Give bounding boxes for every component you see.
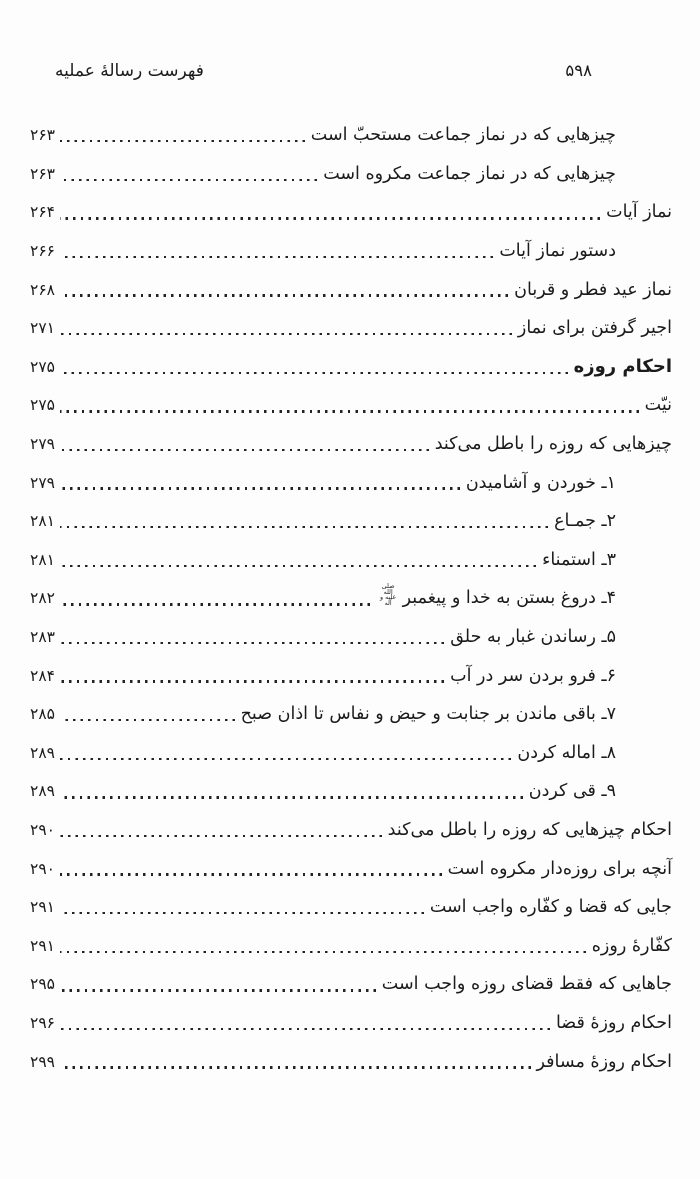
toc-entry-page: ۲۸۲ (30, 589, 55, 608)
dot-leader (60, 912, 424, 914)
dot-leader (60, 603, 370, 605)
toc-entry-title: چیزهایی که در نماز جماعت مستحبّ است (310, 125, 616, 146)
toc-entry (30, 849, 672, 888)
toc-entry (30, 270, 672, 309)
dot-leader (60, 1066, 531, 1068)
dot-leader (60, 565, 536, 567)
toc-entry (30, 926, 672, 965)
toc-entry (30, 656, 672, 695)
toc-entry (30, 309, 672, 348)
toc-entry-page: ۲۸۴ (30, 666, 55, 685)
dot-leader (60, 140, 305, 142)
toc-entry-page: ۲۸۹ (30, 743, 55, 762)
toc-entry (30, 618, 672, 657)
toc-entry (30, 155, 672, 194)
toc-entry-page: ۲۹۰ (30, 820, 55, 839)
toc-entry (30, 772, 672, 811)
toc-entry-page: ۲۶۸ (30, 280, 55, 299)
toc-entry-title: ۷ـ باقی ماندن بر جنابت و حیض و نفاس تا اذان صبح (240, 704, 616, 725)
toc-entry-title: جاهایی که فقط قضای روزه واجب است (381, 974, 672, 995)
dot-leader (60, 256, 493, 258)
toc-entry-title: چیزهایی که در نماز جماعت مکروه است (323, 163, 616, 184)
toc-entry-page: ۲۹۶ (30, 1013, 55, 1032)
dot-leader (60, 487, 460, 489)
toc-entry-title: ۱ـ خوردن و آشامیدن (465, 472, 616, 493)
toc-entry-title: احکام چیزهایی که روزه را باطل می‌کند (387, 819, 672, 840)
toc-entry-page: ۲۶۶ (30, 242, 55, 261)
toc-entry-page: ۲۶۳ (30, 126, 55, 145)
dot-leader (60, 835, 382, 837)
toc-entry-title: ۴ـ دروغ بستن به خدا و پیغمبرصلی الله علیه و آله (376, 584, 616, 612)
toc-entry (30, 579, 672, 618)
toc-entry-page: ۲۶۳ (30, 164, 55, 183)
toc-entry-title: نیّت (644, 395, 672, 416)
dot-leader (60, 680, 444, 682)
dot-leader (60, 449, 429, 451)
toc-entry-title: جایی که قضا و کفّاره واجب است (429, 897, 672, 918)
dot-leader (60, 758, 511, 760)
toc-entry-title: احکام روزهٔ مسافر (536, 1051, 672, 1072)
folio-number: ۵۹۸ (565, 61, 592, 80)
header-title: فهرست رسالهٔ عملیه (55, 61, 204, 81)
toc-entry-title: کفّارهٔ روزه (591, 935, 672, 956)
toc-entry-title: آنچه برای روزه‌دار مکروه است (447, 858, 672, 879)
toc-entry (30, 541, 672, 580)
toc-entry-page: ۲۷۵ (30, 357, 55, 376)
dot-leader (60, 873, 442, 875)
toc-entry (30, 232, 672, 271)
toc-entry-title: چیزهایی که روزه را باطل می‌کند (434, 434, 672, 455)
toc-entry-page: ۲۹۹ (30, 1052, 55, 1071)
toc-entry-page: ۲۷۹ (30, 435, 55, 454)
toc-entry (30, 193, 672, 232)
toc-entry-page: ۲۸۱ (30, 512, 55, 531)
dot-leader (60, 217, 600, 219)
toc-entry-title: ۶ـ فرو بردن سر در آب (450, 665, 616, 686)
toc-entry-page: ۲۹۱ (30, 936, 55, 955)
toc-entry (30, 734, 672, 773)
toc-entry (30, 463, 672, 502)
prophet-honorific-mark: صلی الله علیه و آله (380, 583, 397, 608)
dot-leader (60, 642, 444, 644)
dot-leader (60, 796, 523, 798)
dot-leader (60, 410, 639, 412)
toc-entry-title: احکام روزهٔ قضا (555, 1012, 672, 1033)
dot-leader (60, 179, 317, 181)
toc-entry (30, 502, 672, 541)
toc-entry-page: ۲۸۵ (30, 705, 55, 724)
toc-entry-page: ۲۹۱ (30, 898, 55, 917)
toc-entry-title: نماز آیات (606, 202, 672, 223)
toc-entry-title: دستور نماز آیات (499, 241, 616, 262)
toc-entry (30, 425, 672, 464)
toc-entry (30, 348, 672, 387)
toc-entry-page: ۲۹۵ (30, 975, 55, 994)
toc-entry-title: ۸ـ اماله کردن (517, 742, 616, 763)
toc-entry-page: ۲۸۳ (30, 628, 55, 647)
toc-entry (30, 811, 672, 850)
toc-entry (30, 1042, 672, 1081)
toc-entry-title: احکام روزه (573, 356, 672, 378)
toc-entry-page: ۲۹۰ (30, 859, 55, 878)
toc-entry-page: ۲۷۵ (30, 396, 55, 415)
dot-leader (60, 372, 568, 374)
toc-entry-page: ۲۶۴ (30, 203, 55, 222)
toc-entry (30, 695, 672, 734)
toc-list (0, 116, 700, 1081)
dot-leader (60, 719, 235, 721)
toc-entry-title: ۳ـ استمناء (542, 549, 616, 570)
toc-entry-title: ۵ـ رساندن غبار به حلق (450, 627, 616, 648)
toc-entry-title: اجیر گرفتن برای نماز (517, 318, 672, 339)
toc-entry-title: ۲ـ جمـاع (554, 511, 616, 532)
toc-entry (30, 116, 672, 155)
toc-entry-title: نماز عید فطر و قربان (514, 279, 672, 300)
dot-leader (60, 294, 508, 296)
toc-entry (30, 965, 672, 1004)
dot-leader (60, 951, 586, 953)
toc-entry-title: ۹ـ قی کردن (528, 781, 616, 802)
toc-entry-page: ۲۸۹ (30, 782, 55, 801)
toc-entry (30, 1004, 672, 1043)
toc-entry (30, 888, 672, 927)
dot-leader (60, 1028, 550, 1030)
toc-entry-page: ۲۷۱ (30, 319, 55, 338)
page-header (0, 0, 700, 86)
dot-leader (60, 526, 548, 528)
toc-entry (30, 386, 672, 425)
toc-entry-page: ۲۸۱ (30, 550, 55, 569)
dot-leader (60, 989, 376, 991)
toc-entry-page: ۲۷۹ (30, 473, 55, 492)
dot-leader (60, 333, 512, 335)
